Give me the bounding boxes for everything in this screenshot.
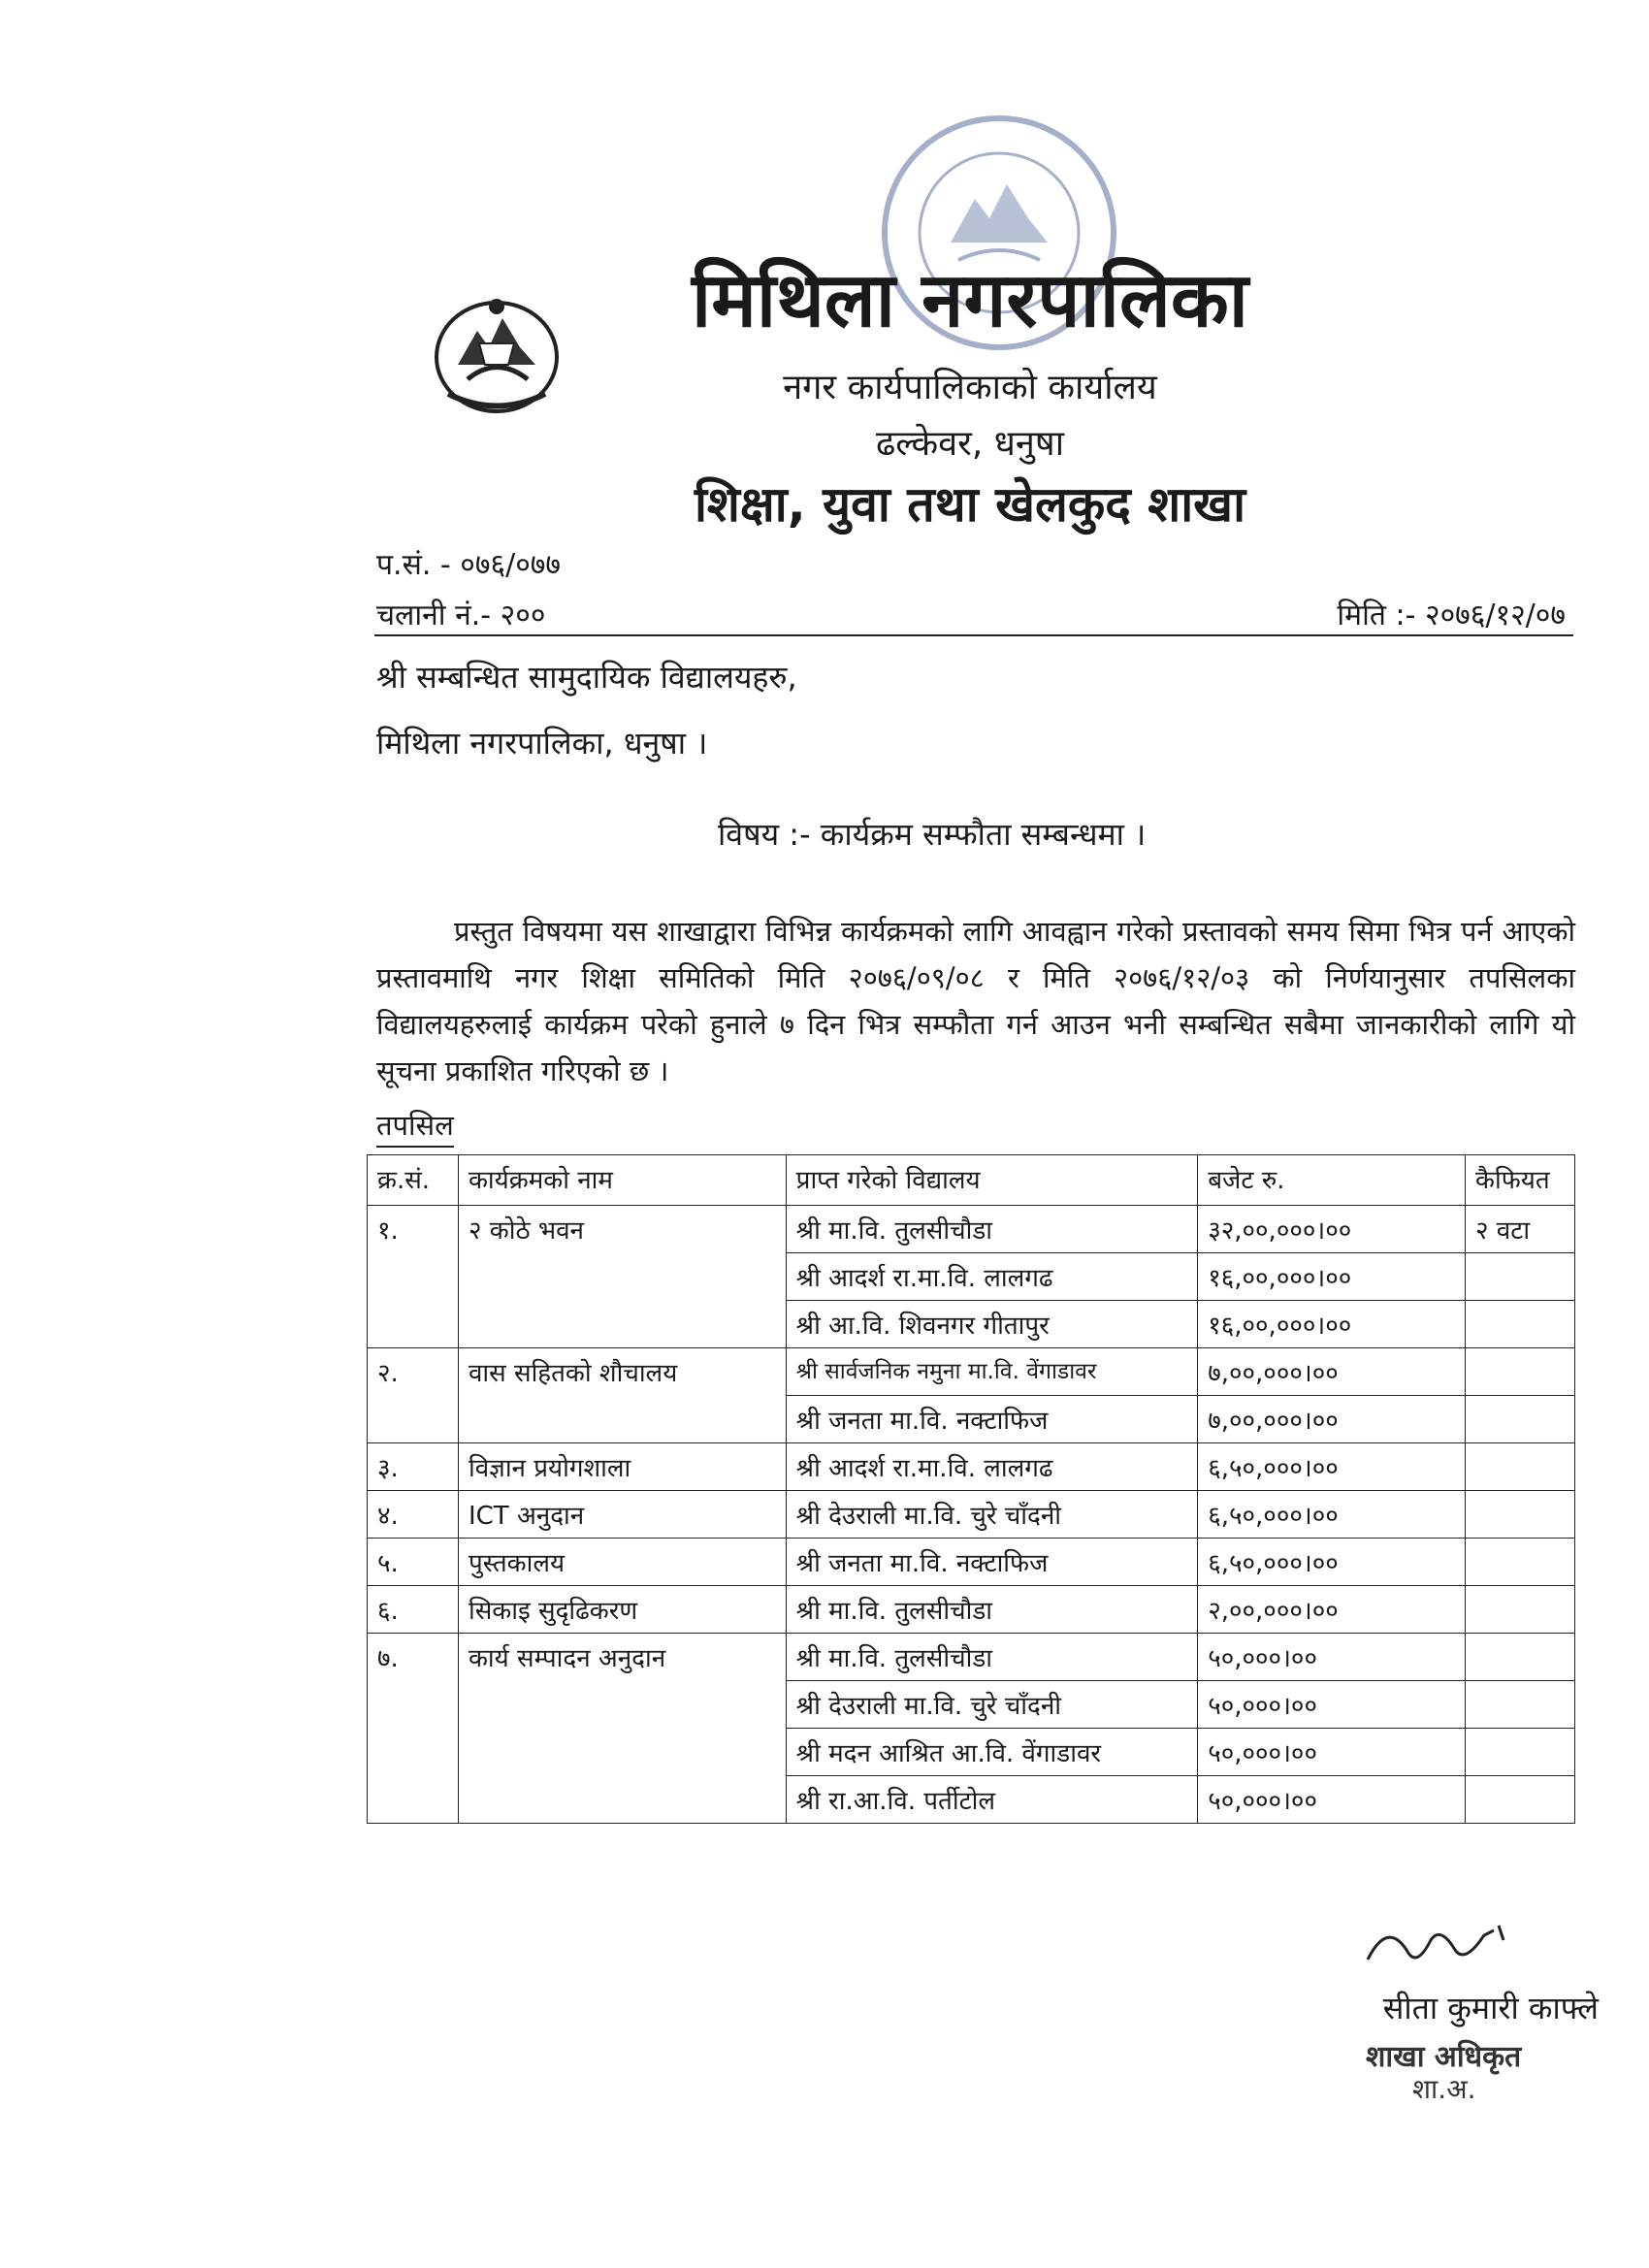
letter-subject: विषय :- कार्यक्रम सम्फौता सम्बन्धमा । — [718, 816, 1147, 853]
cell-budget: ६,५०,०००।०० — [1198, 1491, 1466, 1539]
cell-budget: ५०,०००।०० — [1198, 1634, 1466, 1681]
cell-remarks — [1466, 1348, 1575, 1396]
table-row — [368, 1634, 1575, 1681]
cell-program: २ कोठे भवन — [458, 1206, 786, 1348]
cell-budget: १६,००,०००।०० — [1198, 1253, 1466, 1301]
col-header-budget: बजेट रु. — [1198, 1155, 1466, 1206]
cell-budget: ५०,०००।०० — [1198, 1729, 1466, 1776]
municipality-title: मिथिला नगरपालिका — [692, 257, 1248, 344]
cell-sn: ३. — [368, 1443, 459, 1491]
cell-sn: ४. — [368, 1491, 459, 1539]
header-divider — [374, 634, 1573, 636]
office-name: नगर कार्यपालिकाको कार्यालय — [783, 368, 1157, 407]
cell-program: सिकाइ सुदृढिकरण — [458, 1586, 786, 1634]
letter-body: प्रस्तुत विषयमा यस शाखाद्वारा विभिन्न कार्यक्रमको लागि आवह्वान गरेको प्रस्तावको समय सिमा भित्र पर्न आएको प्रस्तावमाथि नगर शिक्षा समितिको मिति २०७६/०९/०८ र मिति २०७६/१२/०३ को निर्णयानुसार तपसिलका विद्यालयहरुलाई कार्यक्रम परेको हुनाले ७ दिन भित्र सम्फौता गर्न आउन भनी सम्बन्धित सबैमा जानकारीको लागि यो सूचना प्रकाशित गरिएको छ । — [376, 915, 1575, 1087]
cell-remarks — [1466, 1681, 1575, 1729]
cell-remarks — [1466, 1539, 1575, 1586]
cell-remarks — [1466, 1301, 1575, 1348]
col-header-sn: क्र.सं. — [368, 1155, 459, 1206]
cell-school: श्री जनता मा.वि. नक्टाफिज — [786, 1539, 1198, 1586]
addressee-line-2: मिथिला नगरपालिका, धनुषा । — [376, 725, 708, 761]
cell-school: श्री सार्वजनिक नमुना मा.वि. वेंगाडावर — [786, 1348, 1198, 1396]
signature-mark-icon — [1348, 1911, 1542, 1979]
table-row — [368, 1539, 1575, 1586]
branch-name: शिक्षा, युवा तथा खेलकुद शाखा — [694, 476, 1246, 533]
table-row — [368, 1586, 1575, 1634]
col-header-remarks: कैफियत — [1466, 1155, 1575, 1206]
cell-program: पुस्तकालय — [458, 1539, 786, 1586]
cell-school: श्री आदर्श रा.मा.वि. लालगढ — [786, 1443, 1198, 1491]
cell-remarks: २ वटा — [1466, 1206, 1575, 1253]
addressee-line-1: श्री सम्बन्धित सामुदायिक विद्यालयहरु, — [376, 659, 797, 696]
cell-school: श्री आ.वि. शिवनगर गीतापुर — [786, 1301, 1198, 1348]
cell-school: श्री रा.आ.वि. पर्तीटोल — [786, 1776, 1198, 1824]
schedule-table — [367, 1154, 1575, 1824]
cell-budget: ५०,०००।०० — [1198, 1681, 1466, 1729]
cell-school: श्री आदर्श रा.मा.वि. लालगढ — [786, 1253, 1198, 1301]
cell-budget: ७,००,०००।०० — [1198, 1348, 1466, 1396]
cell-school: श्री मा.वि. तुलसीचौडा — [786, 1586, 1198, 1634]
cell-school: श्री जनता मा.वि. नक्टाफिज — [786, 1396, 1198, 1443]
cell-remarks — [1466, 1776, 1575, 1824]
cell-sn: १. — [368, 1206, 459, 1348]
signatory-title: शाखा अधिकृत — [1366, 2040, 1522, 2074]
cell-budget: ६,५०,०००।०० — [1198, 1443, 1466, 1491]
table-row — [368, 1348, 1575, 1396]
cell-remarks — [1466, 1586, 1575, 1634]
cell-sn: ५. — [368, 1539, 459, 1586]
cell-sn: २. — [368, 1348, 459, 1443]
cell-sn: ६. — [368, 1586, 459, 1634]
cell-remarks — [1466, 1729, 1575, 1776]
cell-remarks — [1466, 1443, 1575, 1491]
cell-budget: २,००,०००।०० — [1198, 1586, 1466, 1634]
cell-remarks — [1466, 1253, 1575, 1301]
cell-remarks — [1466, 1491, 1575, 1539]
table-header-row — [368, 1155, 1575, 1206]
table-row — [368, 1443, 1575, 1491]
cell-school: श्री मदन आश्रित आ.वि. वेंगाडावर — [786, 1729, 1198, 1776]
nepal-emblem-icon — [419, 287, 574, 423]
cell-sn: ७. — [368, 1634, 459, 1824]
table-row — [368, 1491, 1575, 1539]
cell-program: कार्य सम्पादन अनुदान — [458, 1634, 786, 1824]
cell-school: श्री मा.वि. तुलसीचौडा — [786, 1634, 1198, 1681]
cell-budget: ५०,०००।०० — [1198, 1776, 1466, 1824]
cell-remarks — [1466, 1396, 1575, 1443]
cell-budget: ३२,००,०००।०० — [1198, 1206, 1466, 1253]
col-header-program: कार्यक्रमको नाम — [458, 1155, 786, 1206]
col-header-school: प्राप्त गरेको विद्यालय — [786, 1155, 1198, 1206]
cell-budget: १६,००,०००।०० — [1198, 1301, 1466, 1348]
cell-remarks — [1466, 1634, 1575, 1681]
cell-program: वास सहितको शौचालय — [458, 1348, 786, 1443]
signatory-abbr: शा.अ. — [1412, 2073, 1476, 2105]
cell-school: श्री देउराली मा.वि. चुरे चाँदनी — [786, 1491, 1198, 1539]
cell-school: श्री देउराली मा.वि. चुरे चाँदनी — [786, 1681, 1198, 1729]
cell-program: ICT अनुदान — [458, 1491, 786, 1539]
fiscal-year: प.सं. - ०७६/०७७ — [376, 548, 561, 582]
cell-program: विज्ञान प्रयोगशाला — [458, 1443, 786, 1491]
office-location: ढल्केवर, धनुषा — [875, 424, 1065, 464]
signatory-name: सीता कुमारी काफ्ले — [1382, 1990, 1599, 2026]
letter-date: मिति :- २०७६/१२/०७ — [1337, 599, 1566, 632]
cell-budget: ७,००,०००।०० — [1198, 1396, 1466, 1443]
cell-budget: ६,५०,०००।०० — [1198, 1539, 1466, 1586]
dispatch-number: चलानी नं.- २०० — [376, 599, 546, 632]
cell-school: श्री मा.वि. तुलसीचौडा — [786, 1206, 1198, 1253]
table-row — [368, 1206, 1575, 1253]
annex-label: तपसिल — [376, 1106, 454, 1148]
